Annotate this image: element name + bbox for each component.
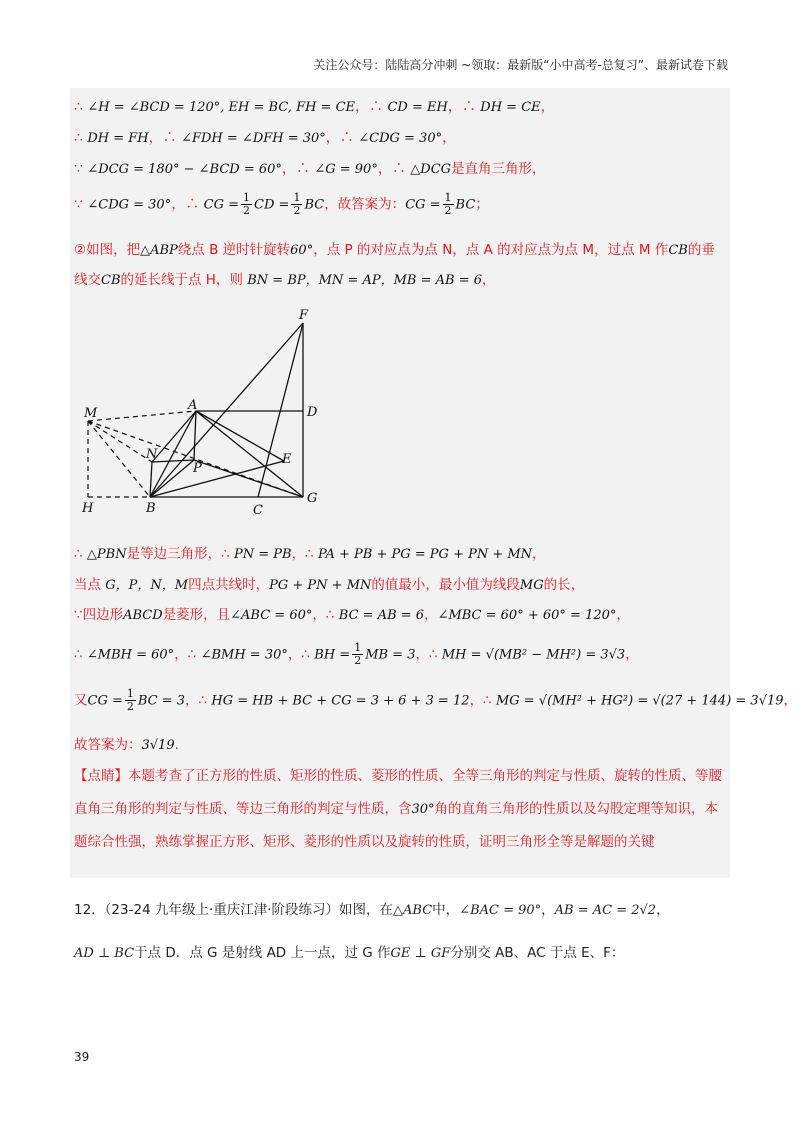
solution-line-8: 当点 G，P，N，M四点共线时，PG + PN + MN的值最小，最小值为线段MG的长， xyxy=(74,577,585,593)
solution-line-3: ∵ ∠DCG = 180° − ∠BCD = 60°，∴ ∠G = 90°，∴ △DCG是直角三角形， xyxy=(74,161,546,177)
solution-line-12: 故答案为：3√19. xyxy=(74,737,179,753)
key-point-comment: 【点睛】本题考查了正方形的性质、矩形的性质、菱形的性质、全等三角形的判定与性质、旋转的性质、等腰直角三角形的判定与性质、等边三角形的判定与性质，含30°角的直角三角形的性质以及勾股定理等知识，本题综合性强，熟练掌握正方形、矩形、菱形的性质以及旋转的性质，证明三角形全等是解题的关键 xyxy=(74,768,722,850)
label-c: C xyxy=(253,503,263,518)
segment-na xyxy=(152,411,196,462)
label-n: N xyxy=(146,447,158,462)
dashed-mn xyxy=(88,421,152,462)
segment-ae xyxy=(196,411,284,461)
solution-line-4: ∵ ∠CDG = 30°，∴ CG = $\frac{1}{2}$ CD = $\frac{1}{2}$ BC，故答案为：CG = $\frac{1}{2}$ BC； xyxy=(74,191,490,217)
geometry-figure xyxy=(78,304,338,526)
page-number: 39 xyxy=(74,1050,90,1064)
label-f: F xyxy=(299,308,309,323)
label-b: B xyxy=(146,501,156,516)
solution-line-10: ∴ ∠MBH = 60°，∴ ∠BMH = 30°，∴ BH = $\frac{1}{2}$ MB = 3，∴ MH = √(MB² − MH²) = 3√3， xyxy=(74,641,639,667)
label-p: P xyxy=(193,461,202,476)
page-header: 关注公众号：陆陆高分冲刺 ~领取：最新版“小中高考-总复习”、最新试卷下载 xyxy=(313,58,728,72)
dashed-mb xyxy=(88,421,150,497)
segment-pa xyxy=(194,411,196,460)
label-g: G xyxy=(307,491,318,506)
label-m: M xyxy=(84,406,98,421)
segment-np xyxy=(152,460,194,462)
solution-line-2: ∴ DH = FH，∴ ∠FDH = ∠DFH = 30°，∴ ∠CDG = 30°， xyxy=(74,130,457,146)
label-a: A xyxy=(188,398,198,413)
label-d: D xyxy=(307,405,318,420)
solution-line-5: ②如图，把△ABP绕点 B 逆时针旋转60°，点 P 的对应点为点 N，点 A 的对应点为点 M，过点 M 作CB的垂 xyxy=(74,242,715,258)
solution-line-9: ∵四边形ABCD是菱形，且∠ABC = 60°，∴ BC = AB = 6，∠MBC = 60° + 60° = 120°， xyxy=(74,607,630,623)
solution-line-11: 又CG = $\frac{1}{2}$ BC = 3，∴ HG = HB + BC + CG = 3 + 6 + 3 = 12，∴ MG = √(MH² + HG²) = √(27 + 144) = 3√19， xyxy=(74,687,798,713)
label-h: H xyxy=(82,501,94,516)
solution-line-6: 线交CB的延长线于点 H，则 BN = BP，MN = AP，MB = AB = 6， xyxy=(74,272,496,288)
solution-line-1: ∴ ∠H = ∠BCD = 120°, EH = BC, FH = CE，∴ CD = EH，∴ DH = CE， xyxy=(74,99,555,115)
label-e: E xyxy=(282,452,292,467)
segment-nb xyxy=(150,462,152,497)
question-12-line-2: AD ⊥ BC于点 D．点 G 是射线 AD 上一点，过 G 作GE ⊥ GF分别交 AB、AC 于点 E、F： xyxy=(74,945,625,961)
solution-line-7: ∴ △PBN是等边三角形，∴ PN = PB，∴ PA + PB + PG = PG + PN + MN， xyxy=(74,546,546,562)
dashed-ma xyxy=(88,411,196,421)
question-12-line-1: 12．（23-24 九年级上·重庆江津·阶段练习）如图，在△ABC中，∠BAC = 90°，AB = AC = 2√2， xyxy=(74,902,670,918)
